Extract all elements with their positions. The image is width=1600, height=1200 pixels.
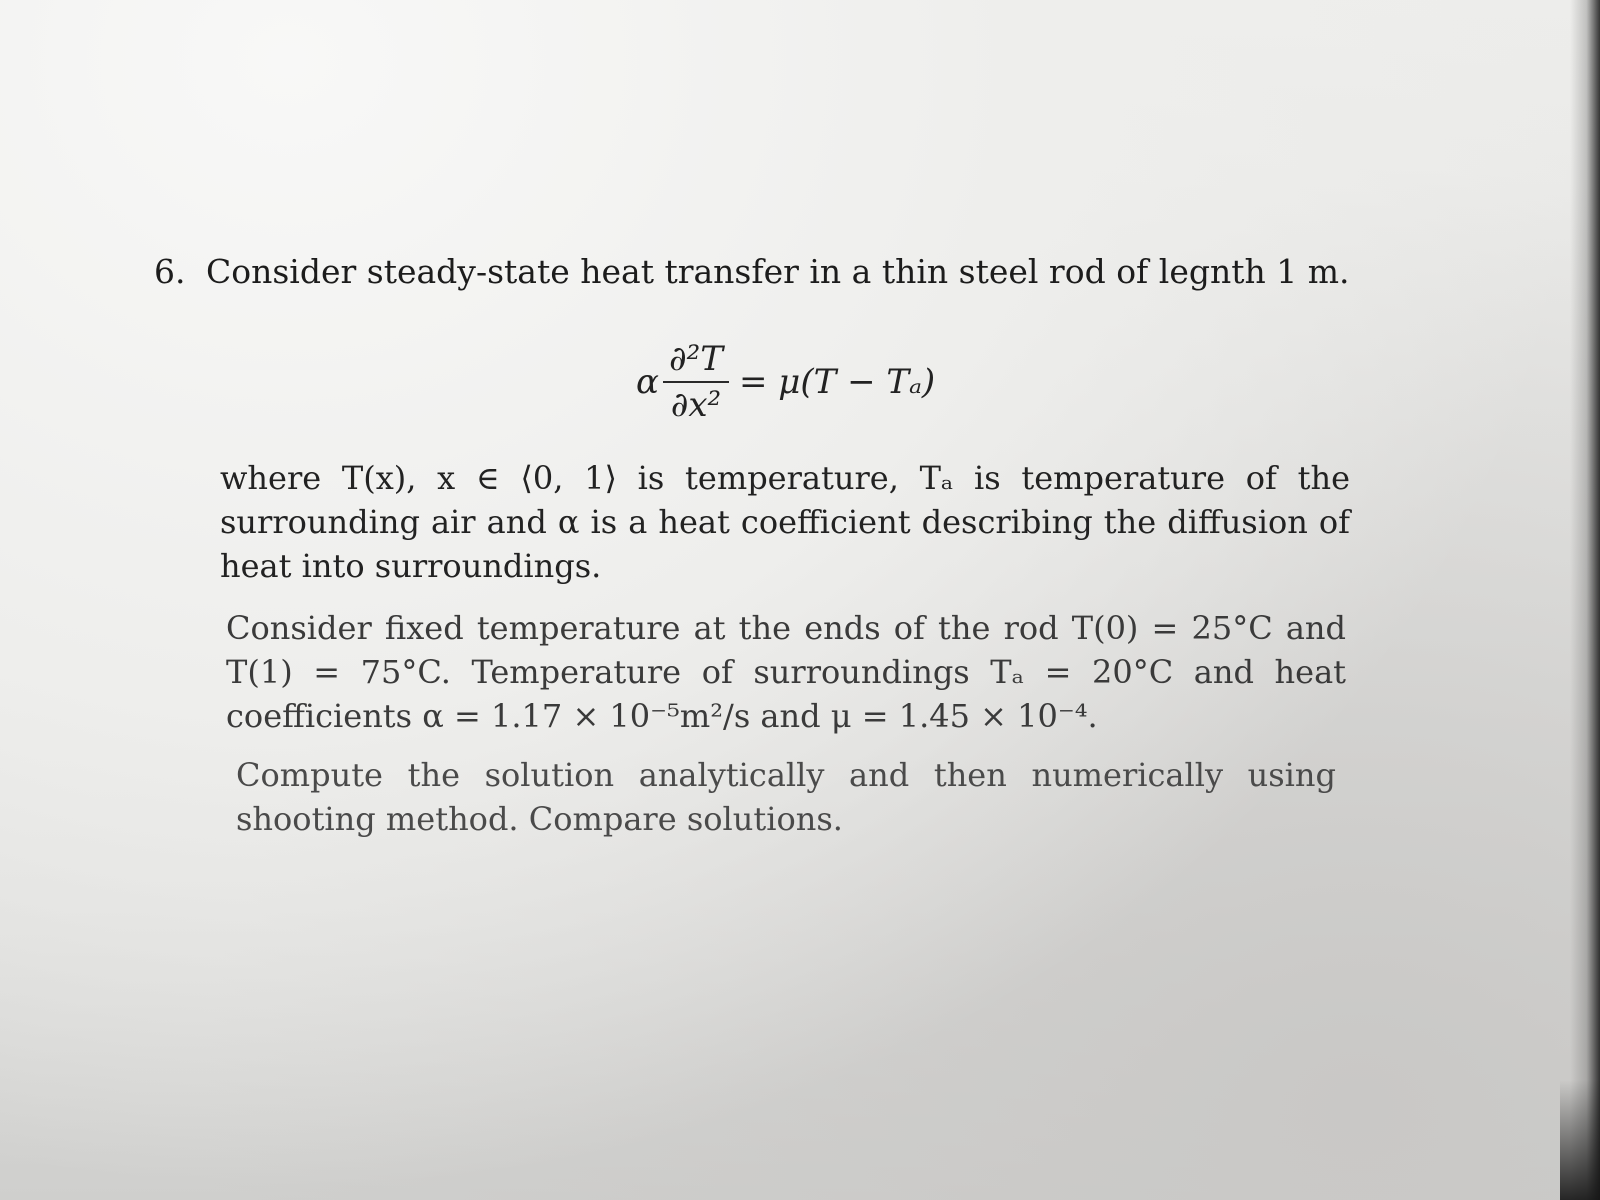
equation-fraction [663, 339, 729, 425]
equation-numerator: ∂²T [669, 339, 723, 379]
problem-heading: Consider steady-state heat transfer in a thin steel rod of legnth 1 m. [206, 252, 1350, 291]
equation-rhs: = μ(T − Tₐ) [738, 362, 936, 402]
problem-number: 6. [154, 252, 186, 291]
paragraph-task: Compute the solution analytically and then numerically using shooting method. Compare solutions. [236, 756, 1336, 838]
screen-edge-shadow [1570, 0, 1600, 1200]
equation-coefficient: α [636, 362, 659, 402]
heat-equation [636, 332, 935, 432]
equation-denominator: ∂x² [670, 385, 722, 425]
paragraph-boundary-conditions: Consider fixed temperature at the ends of the rod T(0) = 25°C and T(1) = 75°C. Temperature of surroundings Tₐ = 20°C and heat coefficients α = 1.17 × 10⁻⁵m²/s and μ = 1.45 × 10⁻⁴. [226, 609, 1346, 735]
paragraph-definitions: where T(x), x ∈ ⟨0, 1⟩ is temperature, Tₐ is temperature of the surrounding air and α is a heat coefficient describing the diffusion of heat into surroundings. [220, 459, 1350, 585]
screen-corner-shadow [1560, 1080, 1600, 1200]
